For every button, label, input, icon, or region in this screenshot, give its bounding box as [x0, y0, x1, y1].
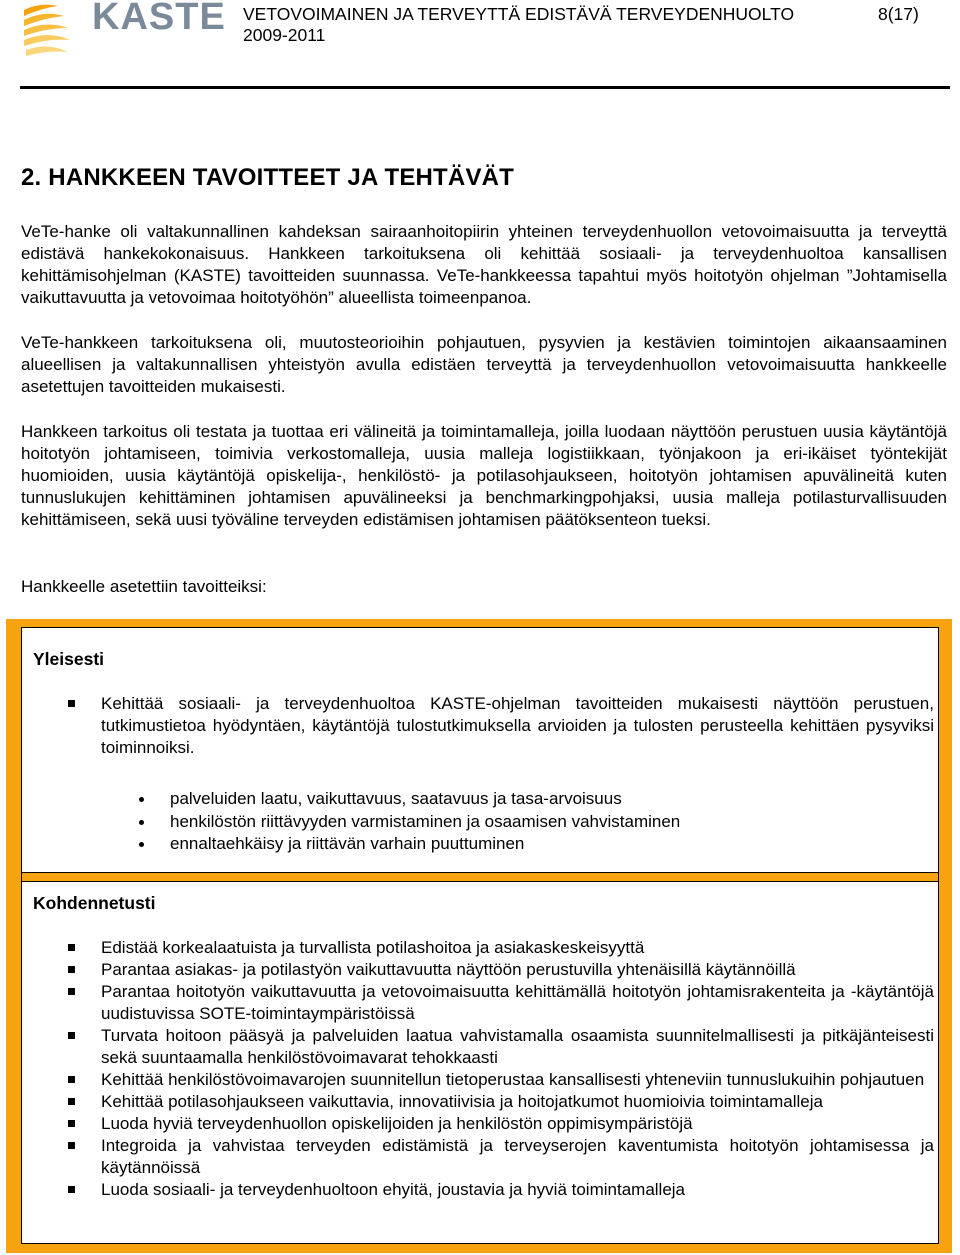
list-item: Kehittää potilasohjaukseen vaikuttavia, innovatiivisia ja hoitojatkumot huomioivia toimintamalleja [22, 1091, 934, 1113]
round-bullet-icon [139, 820, 144, 825]
kaste-logo [20, 0, 226, 60]
paragraph-1: VeTe-hanke oli valtakunnallinen kahdeksan sairaanhoitopiirin yhteinen terveydenhuollon vetovoimaisuutta ja terveyttä edistävä hankekokonaisuus. Hankkeen tarkoituksena oli kehittää sosiaali- ja terveydenhuoltoa kansallisen kehittämisohjelman (KASTE) tavoitteiden suunnassa. VeTe-hankkeessa tapahtui myös hoitotyön ohjelman ”Johtamisella vaikuttavuutta ja vetovoimaa hoitotyöhön” alueellista toimeenpanoa. [21, 222, 947, 307]
paragraph-3: Hankkeen tarkoitus oli testata ja tuottaa eri välineitä ja toimintamalleja, joilla luodaan näyttöön perustuen uusia käytäntöjä hoitotyön johtamiseen, toimivia verkostomalleja, uusia malleja logistiikkaan, työnjakoon ja eri-ikäiset työntekijät huomioiden, uusia käytäntöjä opiskelija-, henkilöstö- ja potilasohjaukseen, hoitotyön johtamisen apuvälineitä kuten tunnuslukujen kehittäminen johtamisen apuvälineeksi ja benchmarkingpohjaksi, uusia malleja potilasturvallisuuden kehittämiseen, sekä uusi työväline terveyden edistämisen johtamisen päätöksenteon tueksi. [21, 422, 947, 529]
goals-intro: Hankkeelle asetettiin tavoitteiksi: [21, 577, 267, 596]
square-bullet-icon [68, 944, 75, 951]
goals-divider [22, 872, 938, 882]
document-years: 2009-2011 [243, 25, 326, 45]
page-header [0, 0, 960, 90]
targeted-goals-list [22, 937, 934, 1201]
round-bullet-icon [139, 842, 144, 847]
paragraph-2: VeTe-hankkeen tarkoituksena oli, muutosteorioihin pohjautuen, pysyvien ja kestävien toimintojen aikaansaaminen alueellisen ja valtakunnallisen yhteistyön avulla edistäen terveyttä ja terveydenhuollon vetovoimaisuutta hankkeelle asetettujen tavoitteiden mukaisesti. [21, 333, 947, 396]
list-item: Kehittää henkilöstövoimavarojen suunnitellun tietoperustaa kansallisesti yhteneviin tunnuslukuihin pohjautuen [22, 1069, 934, 1091]
list-item: Edistää korkealaatuista ja turvallista potilashoitoa ja asiakaskeskeisyyttä [22, 937, 934, 959]
square-bullet-icon [68, 1098, 75, 1105]
list-item: Luoda sosiaali- ja terveydenhuoltoon ehyitä, joustavia ja hyviä toimintamalleja [22, 1179, 934, 1201]
general-heading: Yleisesti [33, 649, 105, 669]
square-bullet-icon [68, 966, 75, 973]
general-goals-list [22, 693, 934, 759]
goals-table [21, 627, 939, 1244]
list-item: Integroida ja vahvistaa terveyden edistämistä ja terveyserojen kaventumista hoitotyön johtamisessa ja käytännöissä [22, 1135, 934, 1179]
list-item: ennaltaehkäisy ja riittävän varhain puuttuminen [22, 833, 922, 856]
list-item: palveluiden laatu, vaikuttavuus, saatavuus ja tasa-arvoisuus [22, 788, 922, 811]
square-bullet-icon [68, 1120, 75, 1127]
logo-text: KASTE [92, 0, 226, 38]
square-bullet-icon [68, 1142, 75, 1149]
list-item: henkilöstön riittävyyden varmistaminen ja osaamisen vahvistaminen [22, 811, 922, 834]
square-bullet-icon [68, 1032, 75, 1039]
square-bullet-icon [68, 1076, 75, 1083]
square-bullet-icon [68, 1186, 75, 1193]
general-subgoals-list [22, 788, 922, 856]
goals-box [6, 619, 952, 1253]
kaste-logo-sun-icon [20, 0, 80, 58]
square-bullet-icon [68, 700, 75, 707]
list-item: Parantaa asiakas- ja potilastyön vaikuttavuutta näyttöön perustuvilla yhtenäisillä käytännöillä [22, 959, 934, 981]
square-bullet-icon [68, 988, 75, 995]
targeted-heading: Kohdennetusti [33, 893, 156, 913]
document-title: VETOVOIMAINEN JA TERVEYTTÄ EDISTÄVÄ TERVEYDENHUOLTO [243, 4, 795, 24]
list-item: Parantaa hoitotyön vaikuttavuutta ja vetovoimaisuutta kehittämällä hoitotyön johtamisrakenteita ja -käytäntöjä uudistuvissa SOTE-toimintaympäristöissä [22, 981, 934, 1025]
list-item: Luoda hyviä terveydenhuollon opiskelijoiden ja henkilöstön oppimisympäristöjä [22, 1113, 934, 1135]
header-rule [20, 86, 950, 89]
list-item: Kehittää sosiaali- ja terveydenhuoltoa KASTE-ohjelman tavoitteiden mukaisesti näyttöön perustuen, tutkimustietoa hyödyntäen, käytäntöjä tulostutkimuksella arvioiden ja tulosten perusteella kehittäen pysyviksi toiminnoiksi. [22, 693, 934, 759]
section-title: 2. HANKKEEN TAVOITTEET JA TEHTÄVÄT [21, 164, 515, 191]
round-bullet-icon [139, 797, 144, 802]
page-number: 8(17) [878, 4, 919, 24]
list-item: Turvata hoitoon pääsyä ja palveluiden laatua vahvistamalla osaamista suunnitelmallisesti ja pitkäjänteisesti sekä suuntaamalla henkilöstövoimavarat tehokkaasti [22, 1025, 934, 1069]
